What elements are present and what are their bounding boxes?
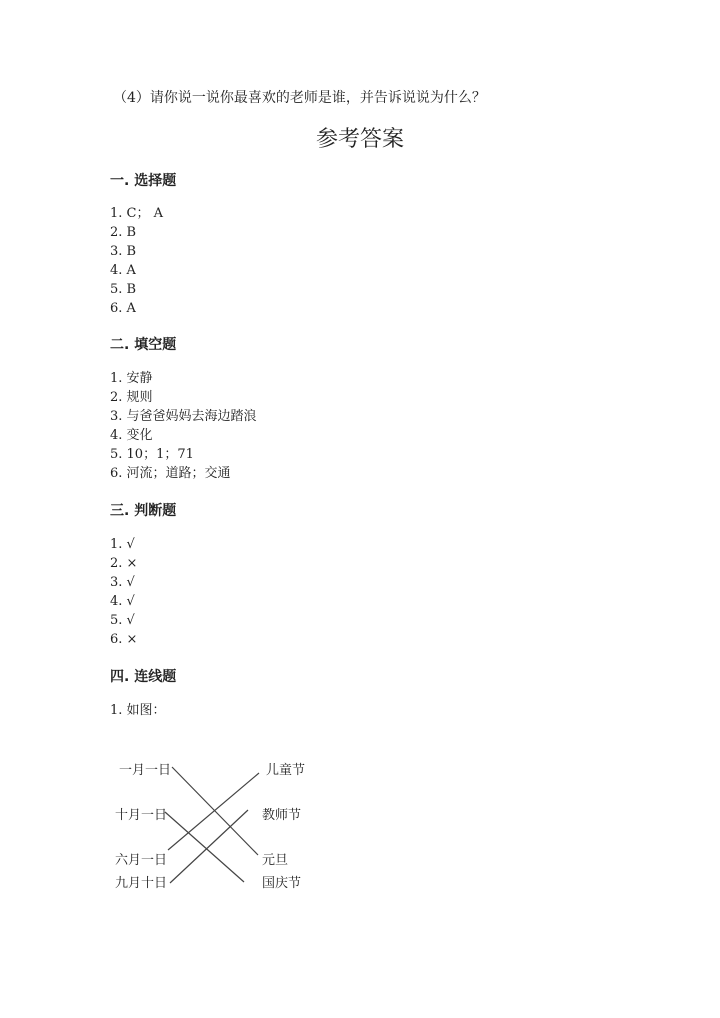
answer-item: 2. B xyxy=(110,225,137,240)
answer-item: 4. 变化 xyxy=(110,428,153,443)
connection-line xyxy=(170,810,248,883)
section-heading-judge: 三. 判断题 xyxy=(110,503,177,519)
section-heading-fill: 二. 填空题 xyxy=(110,337,177,353)
question-4: （4）请你说一说你最喜欢的老师是谁，并告诉说说为什么？ xyxy=(113,90,486,106)
left-label: 一月一日 xyxy=(119,763,172,778)
answer-item: 5. 10；1；71 xyxy=(110,447,194,462)
answer-item: 6. × xyxy=(110,632,138,647)
answer-item: 5. B xyxy=(110,282,137,297)
answer-item: 3. √ xyxy=(110,575,135,590)
answer-item: 6. A xyxy=(110,301,136,316)
answer-item: 3. 与爸爸妈妈去海边踏浪 xyxy=(110,409,257,424)
left-label: 十月一日 xyxy=(115,808,168,823)
connection-line xyxy=(168,773,259,850)
right-label: 国庆节 xyxy=(262,876,302,891)
right-label: 元旦 xyxy=(262,853,289,868)
right-label: 教师节 xyxy=(262,808,302,823)
left-label: 九月十日 xyxy=(115,876,168,891)
answer-item: 6. 河流；道路；交通 xyxy=(110,466,231,481)
answer-item: 2. × xyxy=(110,556,138,571)
answer-item: 2. 规则 xyxy=(110,390,153,405)
answer-item: 4. √ xyxy=(110,594,135,609)
right-label: 儿童节 xyxy=(266,763,306,778)
section-heading-match: 四. 连线题 xyxy=(110,669,177,685)
answer-item: 1. 如图： xyxy=(110,703,166,718)
answer-item: 4. A xyxy=(110,263,136,278)
left-label: 六月一日 xyxy=(115,853,168,868)
answer-item: 5. √ xyxy=(110,613,135,628)
answer-item: 1. √ xyxy=(110,537,135,552)
answer-item: 1. 安静 xyxy=(110,371,153,386)
page-title: 参考答案 xyxy=(315,127,404,152)
connection-line xyxy=(165,812,244,882)
section-heading-choice: 一. 选择题 xyxy=(110,173,177,189)
answer-item: 1. C； A xyxy=(110,206,164,221)
answer-item: 3. B xyxy=(110,244,137,259)
